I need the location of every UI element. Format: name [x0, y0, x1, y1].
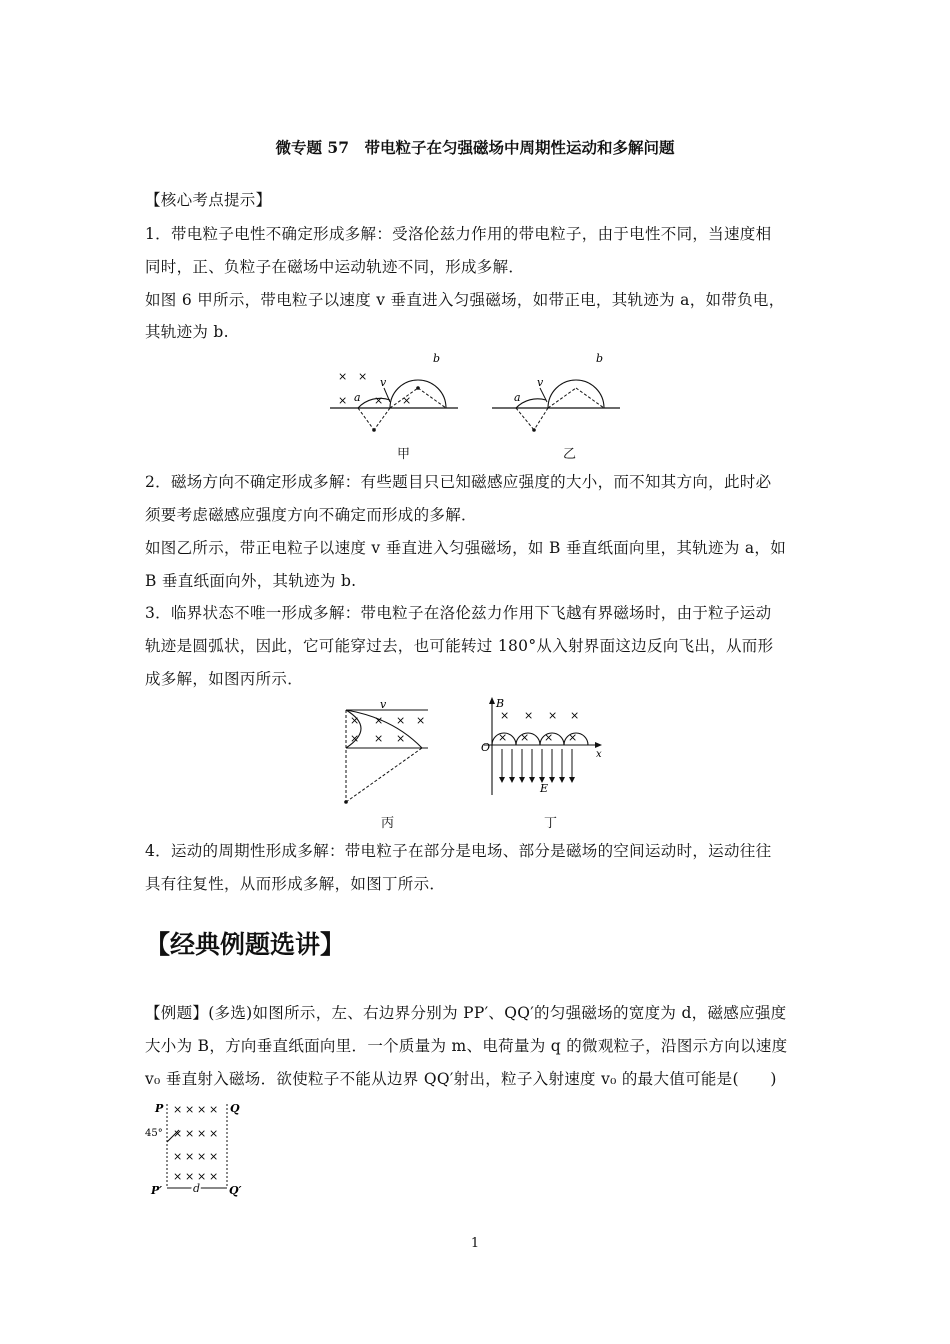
para3-line2: 轨迹是圆弧状，因此，它可能穿过去，也可能转过 180°从入射界面这边反向飞出，从而形 [145, 637, 774, 655]
section-tag: 【核心考点提示】 [145, 191, 272, 209]
svg-text:×: × [173, 1127, 183, 1140]
svg-text:P: P [155, 1102, 164, 1115]
svg-text:×: × [396, 732, 406, 745]
svg-text:×: × [209, 1103, 219, 1116]
svg-text:×: × [374, 714, 384, 727]
svg-text:×: × [374, 732, 384, 745]
figure-ding [478, 695, 608, 805]
svg-text:O: O [481, 741, 491, 754]
svg-text:×: × [498, 731, 508, 744]
svg-text:×: × [338, 394, 348, 407]
para4-line2: 具有往复性，从而形成多解，如图丁所示． [145, 875, 446, 893]
svg-text:x: x [596, 749, 602, 760]
svg-text:×: × [197, 1127, 207, 1140]
example-line1: 【例题】(多选)如图所示，左、右边界分别为 PP′、QQ′的匀强磁场的宽度为 d，磁感应强度 [145, 1004, 787, 1022]
caption-yi: 乙 [563, 447, 577, 462]
svg-text:a: a [514, 391, 521, 404]
figure-example [143, 1096, 253, 1200]
para4-line1: 4．运动的周期性形成多解：带电粒子在部分是电场、部分是磁场的空间运动时，运动往往 [145, 842, 772, 860]
figure-yi [490, 350, 625, 440]
para2-line4: B 垂直纸面向外，其轨迹为 b. [145, 572, 357, 590]
svg-text:×: × [209, 1170, 219, 1183]
para1-line3: 如图 6 甲所示，带电粒子以速度 v 垂直进入匀强磁场，如带正电，其轨迹为 a，如带负电， [145, 291, 785, 309]
svg-text:×: × [185, 1127, 195, 1140]
svg-text:×: × [185, 1150, 195, 1163]
svg-text:E: E [540, 782, 549, 795]
caption-ding: 丁 [544, 816, 558, 831]
svg-text:×: × [524, 709, 534, 722]
para2-line1: 2．磁场方向不确定形成多解：有些题目只已知磁感应强度的大小，而不知其方向，此时必 [145, 473, 772, 491]
svg-text:B: B [496, 697, 505, 710]
svg-text:P′: P′ [151, 1184, 163, 1197]
svg-text:×: × [338, 370, 348, 383]
para3-line1: 3．临界状态不唯一形成多解：带电粒子在洛伦兹力作用下飞越有界磁场时，由于粒子运动 [145, 604, 772, 622]
svg-text:a: a [354, 391, 361, 404]
para1-line2: 同时，正、负粒子在磁场中运动轨迹不同，形成多解． [145, 258, 525, 276]
svg-text:×: × [185, 1170, 195, 1183]
svg-text:d: d [193, 1182, 201, 1195]
svg-text:×: × [570, 709, 580, 722]
para2-line3: 如图乙所示，带正电粒子以速度 v 垂直进入匀强磁场，如 B 垂直纸面向里，其轨迹为 a，如 [145, 539, 787, 557]
para3-line3: 成多解，如图丙所示． [145, 670, 304, 688]
caption-bing: 丙 [381, 816, 395, 831]
svg-text:×: × [197, 1103, 207, 1116]
svg-text:×: × [500, 709, 510, 722]
svg-text:×: × [544, 731, 554, 744]
svg-text:×: × [173, 1150, 183, 1163]
svg-text:×: × [402, 394, 412, 407]
svg-text:×: × [173, 1170, 183, 1183]
svg-text:Q′: Q′ [229, 1184, 242, 1197]
svg-text:×: × [197, 1150, 207, 1163]
svg-text:×: × [209, 1150, 219, 1163]
page-number: 1 [470, 1236, 480, 1251]
example-line3: v₀ 垂直射入磁场．欲使粒子不能从边界 QQ′射出，粒子入射速度 v₀ 的最大值可能是( ) [145, 1070, 777, 1088]
example-line2: 大小为 B，方向垂直纸面向里．一个质量为 m、电荷量为 q 的微观粒子，沿图示方向以速度 [145, 1037, 788, 1055]
svg-text:×: × [173, 1103, 183, 1116]
svg-text:b: b [596, 352, 604, 365]
svg-text:×: × [209, 1127, 219, 1140]
svg-text:×: × [358, 370, 368, 383]
svg-text:v: v [380, 698, 387, 711]
figure-jia [328, 350, 463, 440]
svg-text:×: × [416, 714, 426, 727]
svg-text:×: × [548, 709, 558, 722]
svg-text:45°: 45° [145, 1128, 163, 1139]
para2-line2: 须要考虑磁感应强度方向不确定而形成的多解． [145, 506, 477, 524]
svg-text:×: × [374, 394, 384, 407]
page-title: 微专题 57 带电粒子在匀强磁场中周期性运动和多解问题 [275, 138, 675, 157]
para1-line4: 其轨迹为 b. [145, 323, 229, 341]
svg-text:×: × [520, 731, 530, 744]
caption-jia: 甲 [397, 447, 411, 462]
section-heading: 【经典例题选讲】 [145, 930, 346, 959]
svg-text:v: v [537, 376, 544, 389]
figure-bing [338, 698, 438, 808]
svg-text:×: × [197, 1170, 207, 1183]
svg-text:×: × [396, 714, 406, 727]
svg-text:×: × [350, 732, 360, 745]
svg-text:×: × [568, 731, 578, 744]
svg-text:b: b [433, 352, 441, 365]
svg-text:v: v [380, 376, 387, 389]
para1-line1: 1．带电粒子电性不确定形成多解：受洛伦兹力作用的带电粒子，由于电性不同，当速度相 [145, 225, 772, 243]
svg-text:Q: Q [230, 1102, 240, 1115]
svg-text:×: × [350, 714, 360, 727]
svg-text:×: × [185, 1103, 195, 1116]
